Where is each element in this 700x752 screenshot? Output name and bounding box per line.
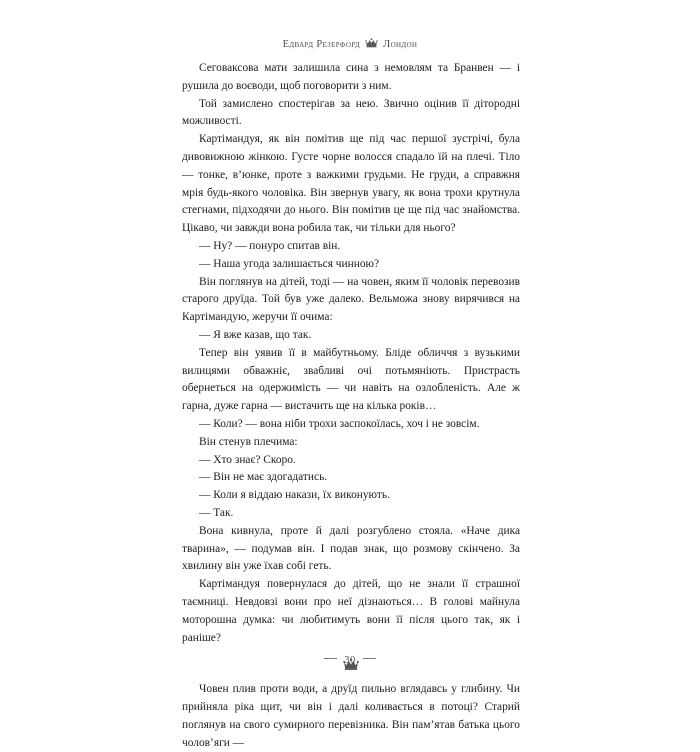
folio-rule-right (363, 658, 376, 659)
folio (0, 655, 700, 666)
dialogue-paragraph: — Коли я віддаю накази, їх виконують. (199, 489, 390, 502)
body-paragraph: Картімандуя, як він помітив ще під час першої зустрічі, була дивовижною жінкою. Густе чорне волосся спадало їй на плечі. Тіло — тонке, в’юнке, проте з важкими грудьми. Не груди, а справжня мрія будь-якого чоловіка. Він звернув увагу, як вона трохи крутнула стегнами, підходячи до нього. Він помітив це ще під час знайомства. Цікаво, чи завжди вона робила так, чи тільки для нього? (182, 133, 520, 235)
body-paragraph: Тепер він уявив її в майбутньому. Бліде обличчя з вузькими вилицями обважніє, звабливі очі потьмяніють. Пристрасть обернеться на одержимість — чи навіть на озлобленість. Але ж гарна, дуже гарна — вистачить ще на кілька років… (182, 346, 520, 413)
dialogue-paragraph: — Ну? — понуро спитав він. (199, 239, 341, 252)
body-paragraph: Картімандуя повернулася до дітей, що не знали її страшної таємниці. Невдовзі вони про неї дізнаються… В голові майнула моторошна думка: чи любитимуть вони її після цього так, як і раніше? (182, 578, 520, 644)
dialogue-paragraph: — Коли? — вона ніби трохи заспокоїлась, хоч і не зовсім. (199, 417, 480, 430)
running-head-author: Едвард Резерфорд (282, 39, 361, 50)
dialogue-paragraph: — Так. (199, 506, 234, 519)
crown-icon (365, 38, 378, 48)
body-paragraph: Човен плив проти води, а друїд пильно вглядавсь у глибину. Чи прийняла ріка щит, чи він і далі коливається в потоці? Старий поглянув на свого сумирного перевізника. Він пам’ятав батька цього чолов’яги — (182, 683, 520, 749)
page-number: 30 (344, 655, 356, 666)
body-paragraph: Сеговаксова мати залишила сина з немовлям та Бранвен — і рушила до воєводи, щоб поговорити з ним. (182, 62, 520, 92)
body-paragraph: Він поглянув на дітей, тоді — на човен, яким її чоловік перевозив старого друїда. Той був уже далеко. Вельможа знову вирячився на Картімандую, жеручи її очима: (182, 275, 520, 324)
folio-rule-left (324, 658, 337, 659)
dialogue-paragraph: — Хто знає? Скоро. (199, 453, 296, 466)
dialogue-paragraph: — Наша угода залишається чинною? (199, 257, 380, 270)
dialogue-paragraph: — Він не має здогадатись. (199, 471, 328, 484)
running-head (0, 38, 700, 50)
body-paragraph: Він стенув плечима: (199, 435, 298, 448)
body-paragraph: Вона кивнула, проте й далі розгублено стояла. «Наче дика тварина», — подумав він. І подав знак, що розмову скінчено. За хвилину він уже їхав собі геть. (182, 524, 520, 573)
running-head-title: Лондон (383, 39, 418, 50)
body-text (182, 60, 520, 752)
body-paragraph: Той замислено спостерігав за нею. Звично оцінив її дітородні можливості. (182, 97, 520, 128)
dialogue-paragraph: — Я вже казав, що так. (199, 328, 312, 341)
